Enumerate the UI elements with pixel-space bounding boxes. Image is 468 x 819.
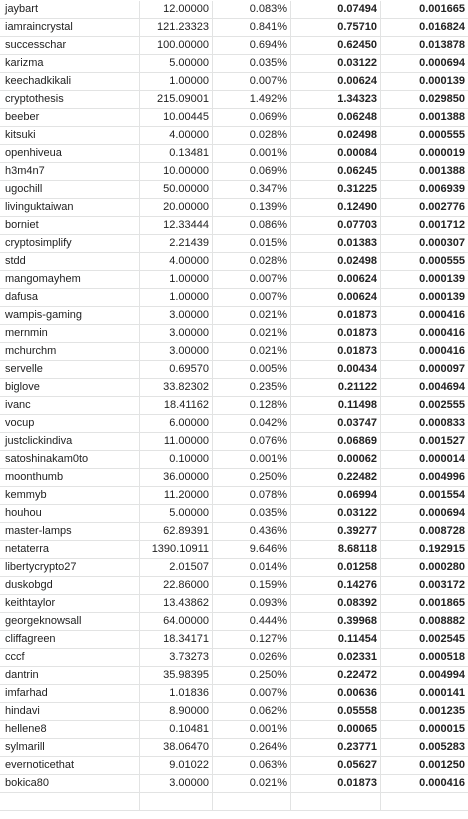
username-cell[interactable]: libertycrypto27 bbox=[0, 559, 140, 576]
ratio-cell[interactable]: 0.000416 bbox=[419, 327, 465, 339]
amount-cell[interactable]: 8.90000 bbox=[140, 703, 213, 720]
percent-cell[interactable]: 0.005% bbox=[213, 361, 291, 378]
amount-cell[interactable]: 2.21439 bbox=[140, 235, 213, 252]
percent-cell[interactable]: 0.250% bbox=[213, 667, 291, 684]
username-cell[interactable]: livinguktaiwan bbox=[0, 199, 140, 216]
amount-cell[interactable]: 18.34171 bbox=[140, 631, 213, 648]
table-row bbox=[0, 73, 468, 91]
amount-cell[interactable]: 1.00000 bbox=[140, 73, 213, 90]
amount-cell[interactable]: 11.00000 bbox=[140, 433, 213, 450]
share-cell[interactable]: 0.02498 bbox=[291, 127, 381, 144]
username-cell[interactable]: iamraincrystal bbox=[0, 19, 140, 36]
percent-cell[interactable]: 0.001% bbox=[213, 145, 291, 162]
username-cell[interactable]: duskobgd bbox=[0, 577, 140, 594]
table-row bbox=[0, 649, 468, 667]
table-row bbox=[0, 559, 468, 577]
ratio-cell[interactable]: 0.001388 bbox=[419, 111, 465, 123]
ratio-cell[interactable]: 0.001865 bbox=[419, 597, 465, 609]
percent-cell[interactable]: 0.014% bbox=[213, 559, 291, 576]
username-cell[interactable]: wampis-gaming bbox=[0, 307, 140, 324]
username-cell[interactable]: borniet bbox=[0, 217, 140, 234]
ratio-cell[interactable]: 0.000416 bbox=[419, 309, 465, 321]
percent-cell[interactable]: 0.069% bbox=[213, 163, 291, 180]
amount-cell[interactable]: 12.33444 bbox=[140, 217, 213, 234]
amount-cell[interactable]: 1.01836 bbox=[140, 685, 213, 702]
table-row bbox=[0, 163, 468, 181]
share-cell[interactable]: 0.03122 bbox=[291, 505, 381, 522]
amount-cell[interactable]: 62.89391 bbox=[140, 523, 213, 540]
percent-cell[interactable]: 0.021% bbox=[213, 775, 291, 792]
amount-cell[interactable]: 6.00000 bbox=[140, 415, 213, 432]
table-row bbox=[0, 775, 468, 793]
ratio-cell[interactable]: 0.000139 bbox=[419, 291, 465, 303]
amount-cell[interactable]: 36.00000 bbox=[140, 469, 213, 486]
share-cell[interactable]: 0.06994 bbox=[291, 487, 381, 504]
percent-cell[interactable]: 0.264% bbox=[213, 739, 291, 756]
percent-cell[interactable]: 0.035% bbox=[213, 505, 291, 522]
table-row bbox=[0, 217, 468, 235]
ratio-cell[interactable]: 0.013878 bbox=[419, 39, 465, 51]
amount-cell[interactable]: 11.20000 bbox=[140, 487, 213, 504]
percent-cell[interactable] bbox=[213, 793, 291, 810]
table-row bbox=[0, 1, 468, 19]
share-cell[interactable]: 0.01383 bbox=[291, 235, 381, 252]
table-row bbox=[0, 271, 468, 289]
percent-cell[interactable]: 0.127% bbox=[213, 631, 291, 648]
share-cell[interactable]: 0.22472 bbox=[291, 667, 381, 684]
amount-cell[interactable]: 0.13481 bbox=[140, 145, 213, 162]
table-row bbox=[0, 181, 468, 199]
percent-cell[interactable]: 0.035% bbox=[213, 55, 291, 72]
table-row bbox=[0, 145, 468, 163]
username-cell[interactable]: justclickindiva bbox=[0, 433, 140, 450]
username-cell[interactable]: cryptosimplify bbox=[0, 235, 140, 252]
ratio-cell[interactable]: 0.000518 bbox=[419, 651, 465, 663]
table-row bbox=[0, 91, 468, 109]
ratio-cell[interactable]: 0.004694 bbox=[419, 381, 465, 393]
username-cell[interactable]: cryptothesis bbox=[0, 91, 140, 108]
ratio-cell[interactable]: 0.008728 bbox=[419, 525, 465, 537]
table-row bbox=[0, 199, 468, 217]
username-cell[interactable]: keechadkikali bbox=[0, 73, 140, 90]
table-row bbox=[0, 343, 468, 361]
amount-cell[interactable]: 215.09001 bbox=[140, 91, 213, 108]
username-cell[interactable]: evernoticethat bbox=[0, 757, 140, 774]
table-row bbox=[0, 289, 468, 307]
ratio-cell[interactable]: 0.001554 bbox=[419, 489, 465, 501]
share-cell[interactable]: 0.05558 bbox=[291, 703, 381, 720]
percent-cell[interactable]: 0.001% bbox=[213, 721, 291, 738]
username-cell[interactable]: beeber bbox=[0, 109, 140, 126]
username-cell[interactable]: servelle bbox=[0, 361, 140, 378]
share-cell[interactable]: 0.03747 bbox=[291, 415, 381, 432]
share-cell[interactable]: 0.00624 bbox=[291, 289, 381, 306]
username-cell[interactable]: karizma bbox=[0, 55, 140, 72]
percent-cell[interactable]: 0.007% bbox=[213, 73, 291, 90]
ratio-cell[interactable]: 0.002776 bbox=[419, 201, 465, 213]
amount-cell[interactable]: 35.98395 bbox=[140, 667, 213, 684]
spreadsheet-grid bbox=[0, 1, 468, 811]
amount-cell[interactable]: 10.00445 bbox=[140, 109, 213, 126]
amount-cell[interactable]: 12.00000 bbox=[140, 1, 213, 18]
username-cell[interactable]: ugochill bbox=[0, 181, 140, 198]
table-row bbox=[0, 379, 468, 397]
table-row bbox=[0, 685, 468, 703]
amount-cell[interactable]: 1390.10911 bbox=[140, 541, 213, 558]
percent-cell[interactable]: 0.694% bbox=[213, 37, 291, 54]
percent-cell[interactable]: 0.235% bbox=[213, 379, 291, 396]
username-cell[interactable]: dantrin bbox=[0, 667, 140, 684]
ratio-cell[interactable]: 0.000139 bbox=[419, 75, 465, 87]
share-cell[interactable]: 0.06869 bbox=[291, 433, 381, 450]
percent-cell[interactable]: 0.007% bbox=[213, 271, 291, 288]
username-cell[interactable]: dafusa bbox=[0, 289, 140, 306]
share-cell[interactable]: 0.11454 bbox=[291, 631, 381, 648]
username-cell[interactable] bbox=[0, 793, 140, 810]
ratio-cell[interactable]: 0.029850 bbox=[419, 93, 465, 105]
share-cell[interactable]: 0.39277 bbox=[291, 523, 381, 540]
ratio-cell[interactable]: 0.004996 bbox=[419, 471, 465, 483]
username-cell[interactable]: stdd bbox=[0, 253, 140, 270]
table-row bbox=[0, 613, 468, 631]
amount-cell[interactable] bbox=[140, 793, 213, 810]
percent-cell[interactable]: 0.063% bbox=[213, 757, 291, 774]
amount-cell[interactable]: 4.00000 bbox=[140, 253, 213, 270]
percent-cell[interactable]: 0.086% bbox=[213, 217, 291, 234]
percent-cell[interactable]: 0.015% bbox=[213, 235, 291, 252]
percent-cell[interactable]: 0.042% bbox=[213, 415, 291, 432]
share-cell[interactable]: 0.21122 bbox=[291, 379, 381, 396]
username-cell[interactable]: georgeknowsall bbox=[0, 613, 140, 630]
ratio-cell[interactable]: 0.000694 bbox=[419, 57, 465, 69]
amount-cell[interactable]: 38.06470 bbox=[140, 739, 213, 756]
table-row bbox=[0, 235, 468, 253]
ratio-cell[interactable]: 0.000097 bbox=[419, 363, 465, 375]
share-cell[interactable]: 0.01873 bbox=[291, 343, 381, 360]
share-cell[interactable]: 0.01873 bbox=[291, 307, 381, 324]
table-row bbox=[0, 19, 468, 37]
share-cell[interactable]: 0.01258 bbox=[291, 559, 381, 576]
amount-cell[interactable]: 22.86000 bbox=[140, 577, 213, 594]
table-row bbox=[0, 631, 468, 649]
amount-cell[interactable]: 5.00000 bbox=[140, 55, 213, 72]
ratio-cell[interactable]: 0.001235 bbox=[419, 705, 465, 717]
ratio-cell[interactable]: 0.001712 bbox=[419, 219, 465, 231]
amount-cell[interactable]: 3.00000 bbox=[140, 343, 213, 360]
share-cell[interactable]: 0.02331 bbox=[291, 649, 381, 666]
amount-cell[interactable]: 0.69570 bbox=[140, 361, 213, 378]
ratio-cell[interactable]: 0.001250 bbox=[419, 759, 465, 771]
ratio-cell[interactable]: 0.000416 bbox=[419, 345, 465, 357]
username-cell[interactable]: hellene8 bbox=[0, 721, 140, 738]
percent-cell[interactable]: 0.083% bbox=[213, 1, 291, 18]
amount-cell[interactable]: 3.00000 bbox=[140, 307, 213, 324]
amount-cell[interactable]: 121.23323 bbox=[140, 19, 213, 36]
ratio-cell[interactable]: 0.001665 bbox=[419, 3, 465, 15]
amount-cell[interactable]: 3.73273 bbox=[140, 649, 213, 666]
share-cell[interactable]: 0.39968 bbox=[291, 613, 381, 630]
percent-cell[interactable]: 0.347% bbox=[213, 181, 291, 198]
username-cell[interactable]: imfarhad bbox=[0, 685, 140, 702]
share-cell[interactable]: 0.00062 bbox=[291, 451, 381, 468]
table-row bbox=[0, 433, 468, 451]
percent-cell[interactable]: 1.492% bbox=[213, 91, 291, 108]
table-row bbox=[0, 757, 468, 775]
table-row bbox=[0, 253, 468, 271]
ratio-cell[interactable]: 0.001388 bbox=[419, 165, 465, 177]
table-row bbox=[0, 505, 468, 523]
username-cell[interactable]: mernmin bbox=[0, 325, 140, 342]
ratio-cell[interactable]: 0.000015 bbox=[419, 723, 465, 735]
username-cell[interactable]: openhiveua bbox=[0, 145, 140, 162]
amount-cell[interactable]: 64.00000 bbox=[140, 613, 213, 630]
share-cell[interactable]: 0.00636 bbox=[291, 685, 381, 702]
username-cell[interactable]: satoshinakam0to bbox=[0, 451, 140, 468]
share-cell[interactable]: 0.01873 bbox=[291, 325, 381, 342]
username-cell[interactable]: ivanc bbox=[0, 397, 140, 414]
table-row bbox=[0, 469, 468, 487]
percent-cell[interactable]: 0.021% bbox=[213, 325, 291, 342]
percent-cell[interactable]: 0.128% bbox=[213, 397, 291, 414]
share-cell[interactable]: 0.14276 bbox=[291, 577, 381, 594]
percent-cell[interactable]: 0.069% bbox=[213, 109, 291, 126]
ratio-cell[interactable]: 0.016824 bbox=[419, 21, 465, 33]
percent-cell[interactable]: 0.078% bbox=[213, 487, 291, 504]
table-row bbox=[0, 37, 468, 55]
ratio-cell[interactable]: 0.001527 bbox=[419, 435, 465, 447]
username-cell[interactable]: houhou bbox=[0, 505, 140, 522]
share-cell[interactable]: 0.12490 bbox=[291, 199, 381, 216]
percent-cell[interactable]: 0.159% bbox=[213, 577, 291, 594]
ratio-cell[interactable]: 0.000014 bbox=[419, 453, 465, 465]
username-cell[interactable]: master-lamps bbox=[0, 523, 140, 540]
share-cell[interactable]: 1.34323 bbox=[291, 91, 381, 108]
username-cell[interactable]: kemmyb bbox=[0, 487, 140, 504]
ratio-cell[interactable]: 0.002545 bbox=[419, 633, 465, 645]
amount-cell[interactable]: 1.00000 bbox=[140, 289, 213, 306]
share-cell[interactable]: 0.00065 bbox=[291, 721, 381, 738]
username-cell[interactable]: bokica80 bbox=[0, 775, 140, 792]
username-cell[interactable]: cliffagreen bbox=[0, 631, 140, 648]
amount-cell[interactable]: 10.00000 bbox=[140, 163, 213, 180]
percent-cell[interactable]: 0.021% bbox=[213, 307, 291, 324]
ratio-cell[interactable] bbox=[381, 793, 468, 810]
username-cell[interactable]: successchar bbox=[0, 37, 140, 54]
percent-cell[interactable]: 0.007% bbox=[213, 289, 291, 306]
share-cell[interactable]: 0.22482 bbox=[291, 469, 381, 486]
share-cell[interactable]: 0.00624 bbox=[291, 73, 381, 90]
username-cell[interactable]: moonthumb bbox=[0, 469, 140, 486]
share-cell[interactable]: 0.62450 bbox=[291, 37, 381, 54]
percent-cell[interactable]: 0.021% bbox=[213, 343, 291, 360]
percent-cell[interactable]: 0.007% bbox=[213, 685, 291, 702]
amount-cell[interactable]: 13.43862 bbox=[140, 595, 213, 612]
table-row bbox=[0, 793, 468, 811]
table-row bbox=[0, 487, 468, 505]
share-cell[interactable]: 0.06245 bbox=[291, 163, 381, 180]
username-cell[interactable]: netaterra bbox=[0, 541, 140, 558]
amount-cell[interactable]: 0.10481 bbox=[140, 721, 213, 738]
ratio-cell[interactable]: 0.192915 bbox=[419, 543, 465, 555]
percent-cell[interactable]: 0.093% bbox=[213, 595, 291, 612]
table-row bbox=[0, 451, 468, 469]
share-cell[interactable]: 0.02498 bbox=[291, 253, 381, 270]
ratio-cell[interactable]: 0.000019 bbox=[419, 147, 465, 159]
percent-cell[interactable]: 0.028% bbox=[213, 127, 291, 144]
ratio-cell[interactable]: 0.005283 bbox=[419, 741, 465, 753]
table-row bbox=[0, 739, 468, 757]
username-cell[interactable]: hindavi bbox=[0, 703, 140, 720]
amount-cell[interactable]: 1.00000 bbox=[140, 271, 213, 288]
ratio-cell[interactable]: 0.000833 bbox=[419, 417, 465, 429]
table-row bbox=[0, 667, 468, 685]
share-cell[interactable]: 0.05627 bbox=[291, 757, 381, 774]
share-cell[interactable]: 0.07703 bbox=[291, 217, 381, 234]
table-row bbox=[0, 361, 468, 379]
ratio-cell[interactable]: 0.000307 bbox=[419, 237, 465, 249]
amount-cell[interactable]: 4.00000 bbox=[140, 127, 213, 144]
amount-cell[interactable]: 3.00000 bbox=[140, 325, 213, 342]
amount-cell[interactable]: 50.00000 bbox=[140, 181, 213, 198]
amount-cell[interactable]: 0.10000 bbox=[140, 451, 213, 468]
username-cell[interactable]: kitsuki bbox=[0, 127, 140, 144]
ratio-cell[interactable]: 0.000555 bbox=[419, 255, 465, 267]
ratio-cell[interactable]: 0.000139 bbox=[419, 273, 465, 285]
amount-cell[interactable]: 33.82302 bbox=[140, 379, 213, 396]
username-cell[interactable]: jaybart bbox=[0, 1, 140, 18]
table-row bbox=[0, 595, 468, 613]
share-cell[interactable]: 8.68118 bbox=[291, 541, 381, 558]
percent-cell[interactable]: 0.139% bbox=[213, 199, 291, 216]
share-cell[interactable]: 0.31225 bbox=[291, 181, 381, 198]
percent-cell[interactable]: 0.444% bbox=[213, 613, 291, 630]
ratio-cell[interactable]: 0.000555 bbox=[419, 129, 465, 141]
table-row bbox=[0, 721, 468, 739]
percent-cell[interactable]: 0.076% bbox=[213, 433, 291, 450]
table-row bbox=[0, 325, 468, 343]
ratio-cell[interactable]: 0.000694 bbox=[419, 507, 465, 519]
ratio-cell[interactable]: 0.008882 bbox=[419, 615, 465, 627]
share-cell[interactable] bbox=[291, 793, 381, 810]
amount-cell[interactable]: 100.00000 bbox=[140, 37, 213, 54]
percent-cell[interactable]: 0.250% bbox=[213, 469, 291, 486]
ratio-cell[interactable]: 0.003172 bbox=[419, 579, 465, 591]
percent-cell[interactable]: 0.001% bbox=[213, 451, 291, 468]
amount-cell[interactable]: 9.01022 bbox=[140, 757, 213, 774]
share-cell[interactable]: 0.01873 bbox=[291, 775, 381, 792]
share-cell[interactable]: 0.23771 bbox=[291, 739, 381, 756]
table-row bbox=[0, 109, 468, 127]
ratio-cell[interactable]: 0.002555 bbox=[419, 399, 465, 411]
share-cell[interactable]: 0.75710 bbox=[291, 19, 381, 36]
share-cell[interactable]: 0.00434 bbox=[291, 361, 381, 378]
percent-cell[interactable]: 0.028% bbox=[213, 253, 291, 270]
percent-cell[interactable]: 0.841% bbox=[213, 19, 291, 36]
table-row bbox=[0, 307, 468, 325]
username-cell[interactable]: mangomayhem bbox=[0, 271, 140, 288]
username-cell[interactable]: cccf bbox=[0, 649, 140, 666]
share-cell[interactable]: 0.00624 bbox=[291, 271, 381, 288]
share-cell[interactable]: 0.08392 bbox=[291, 595, 381, 612]
percent-cell[interactable]: 0.026% bbox=[213, 649, 291, 666]
table-row bbox=[0, 703, 468, 721]
percent-cell[interactable]: 0.436% bbox=[213, 523, 291, 540]
share-cell[interactable]: 0.07494 bbox=[291, 1, 381, 18]
ratio-cell[interactable]: 0.004994 bbox=[419, 669, 465, 681]
amount-cell[interactable]: 20.00000 bbox=[140, 199, 213, 216]
table-row bbox=[0, 415, 468, 433]
ratio-cell[interactable]: 0.000280 bbox=[419, 561, 465, 573]
ratio-cell[interactable]: 0.000416 bbox=[419, 777, 465, 789]
table-row bbox=[0, 541, 468, 559]
percent-cell[interactable]: 0.062% bbox=[213, 703, 291, 720]
username-cell[interactable]: keithtaylor bbox=[0, 595, 140, 612]
amount-cell[interactable]: 2.01507 bbox=[140, 559, 213, 576]
share-cell[interactable]: 0.06248 bbox=[291, 109, 381, 126]
username-cell[interactable]: h3m4n7 bbox=[0, 163, 140, 180]
table-row bbox=[0, 577, 468, 595]
table-row bbox=[0, 397, 468, 415]
username-cell[interactable]: sylmarill bbox=[0, 739, 140, 756]
ratio-cell[interactable]: 0.006939 bbox=[419, 183, 465, 195]
amount-cell[interactable]: 5.00000 bbox=[140, 505, 213, 522]
amount-cell[interactable]: 3.00000 bbox=[140, 775, 213, 792]
amount-cell[interactable]: 18.41162 bbox=[140, 397, 213, 414]
table-row bbox=[0, 523, 468, 541]
username-cell[interactable]: mchurchm bbox=[0, 343, 140, 360]
ratio-cell[interactable]: 0.000141 bbox=[419, 687, 465, 699]
share-cell[interactable]: 0.03122 bbox=[291, 55, 381, 72]
username-cell[interactable]: vocup bbox=[0, 415, 140, 432]
table-row bbox=[0, 55, 468, 73]
table-row bbox=[0, 127, 468, 145]
share-cell[interactable]: 0.11498 bbox=[291, 397, 381, 414]
percent-cell[interactable]: 9.646% bbox=[213, 541, 291, 558]
share-cell[interactable]: 0.00084 bbox=[291, 145, 381, 162]
username-cell[interactable]: biglove bbox=[0, 379, 140, 396]
